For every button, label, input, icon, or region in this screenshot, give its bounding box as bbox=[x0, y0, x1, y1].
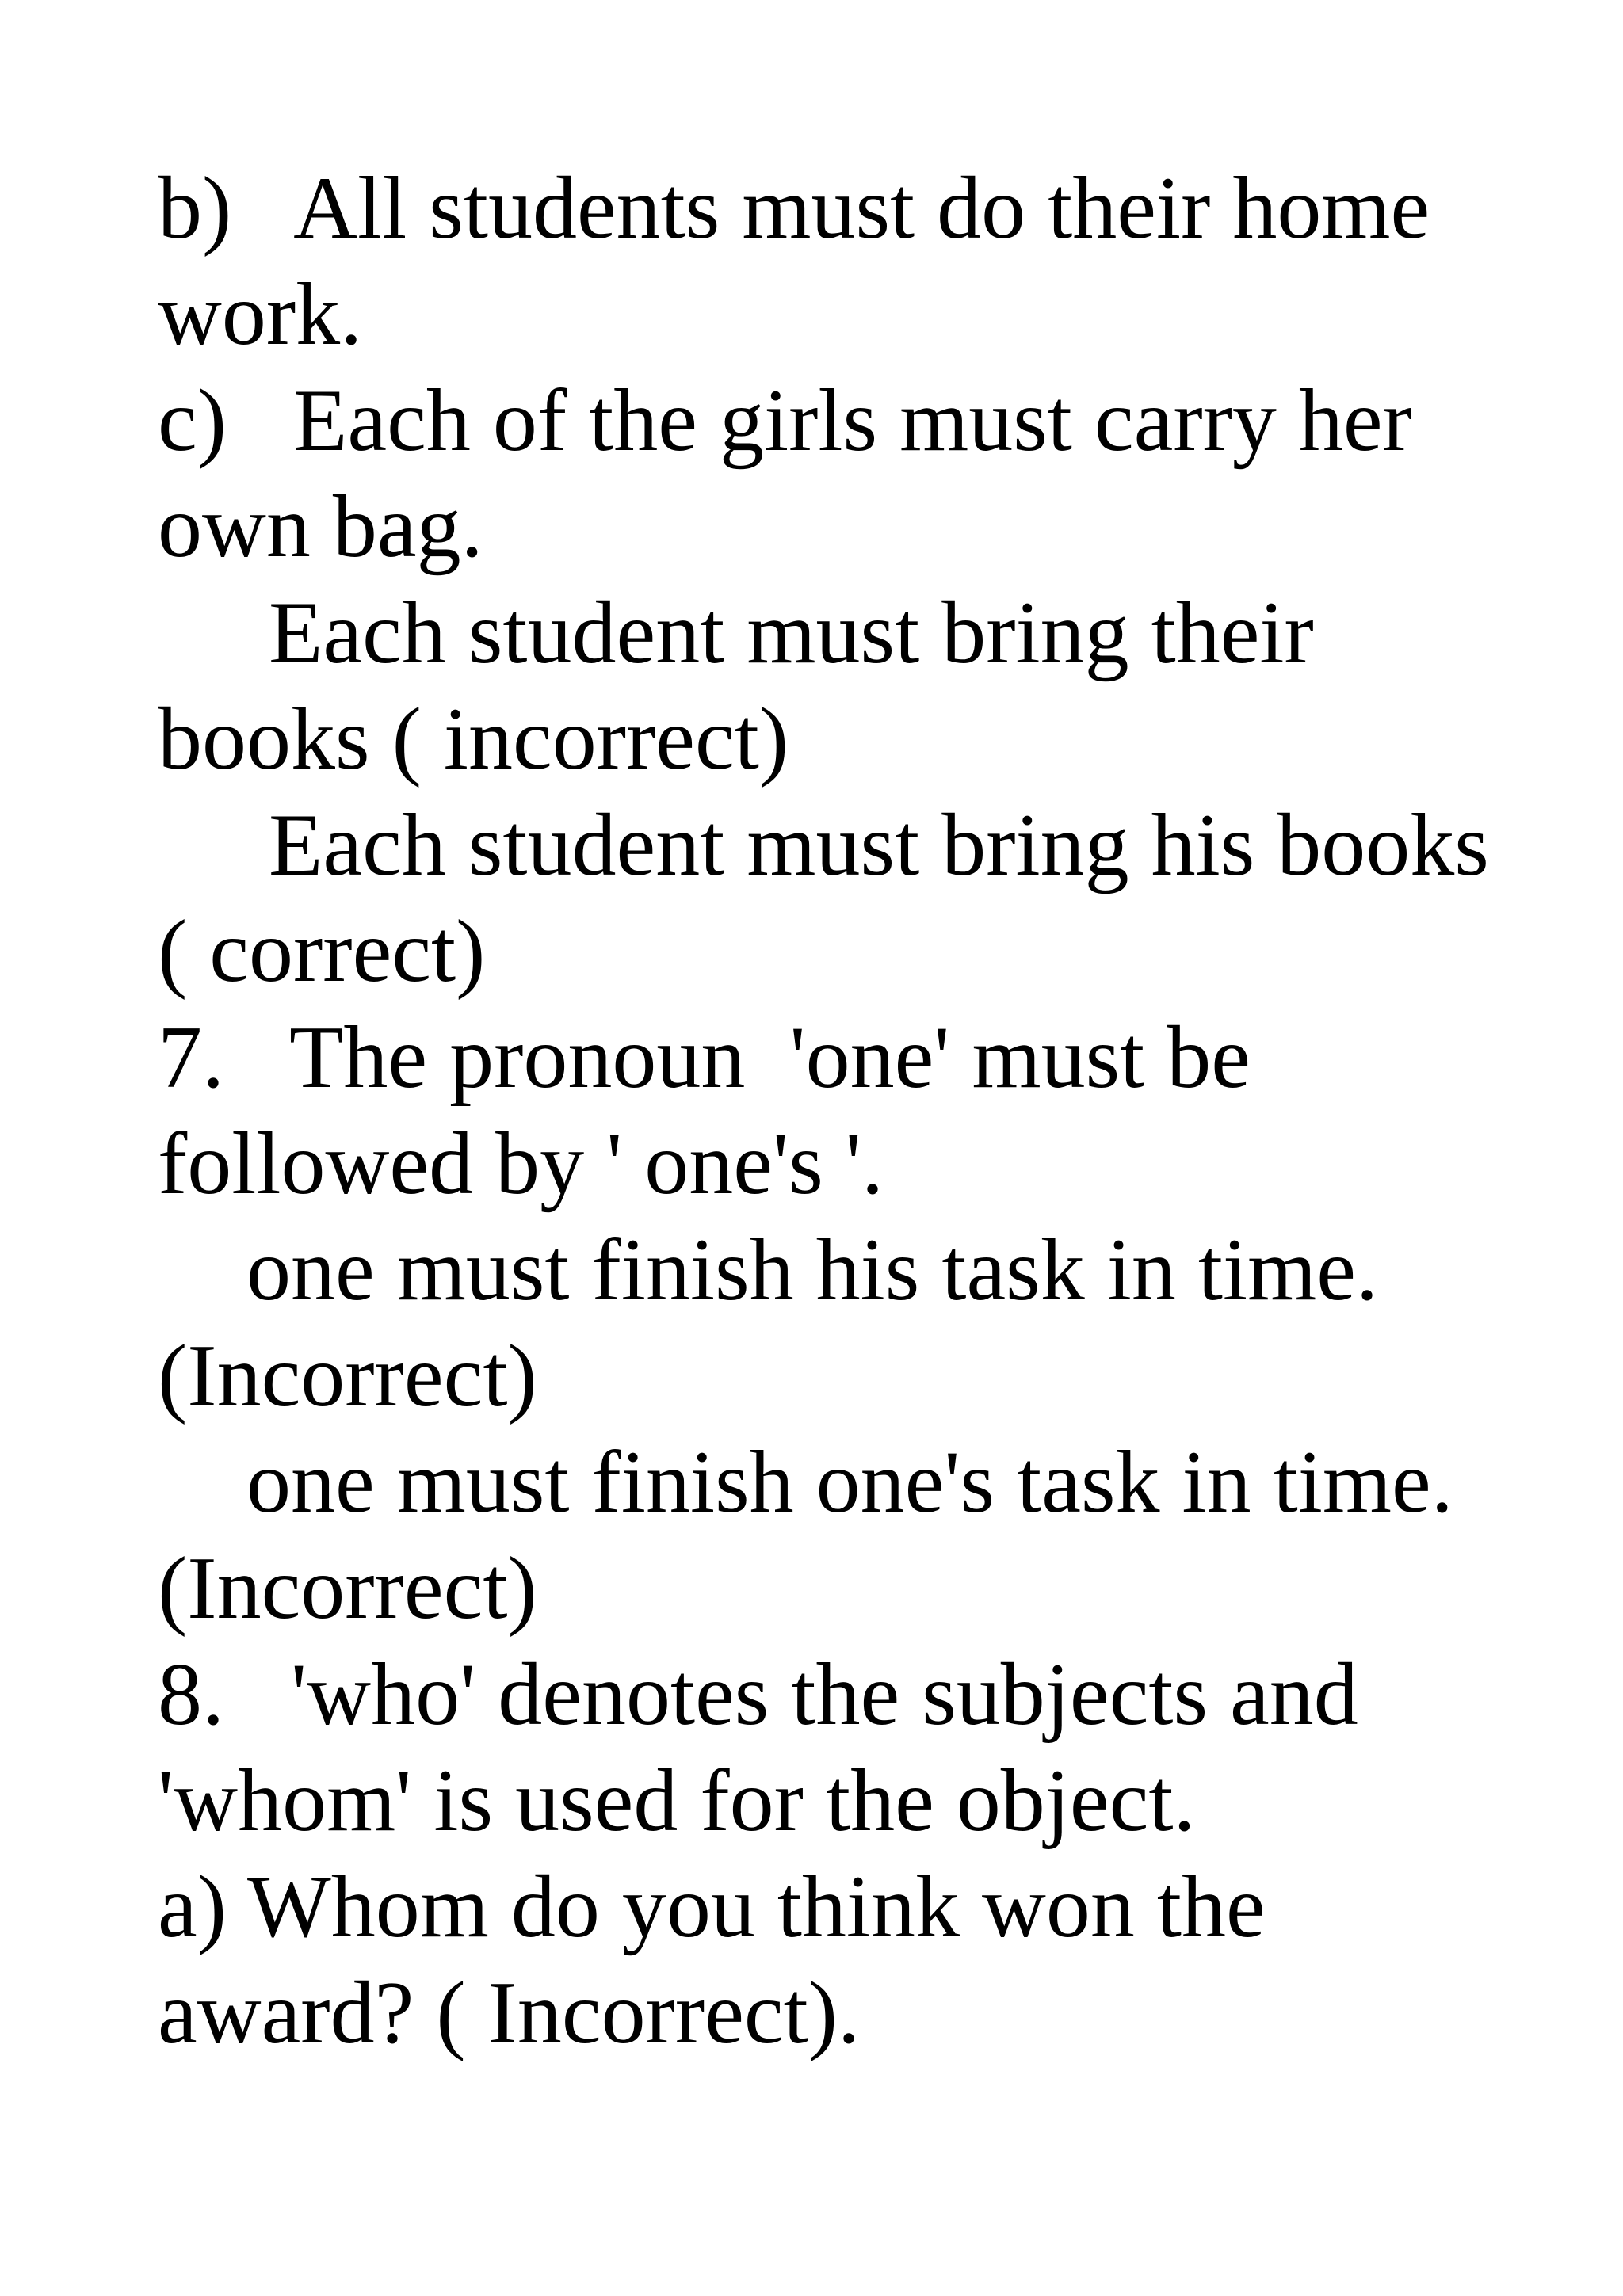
text-line: followed by ' one's '. bbox=[158, 1115, 884, 1213]
text-line: c) Each of the girls must carry her bbox=[158, 372, 1412, 470]
text-line: 7. The pronoun 'one' must be bbox=[158, 1009, 1251, 1107]
text-line: Each student must bring his books bbox=[158, 796, 1489, 894]
text-line: own bag. bbox=[158, 478, 483, 576]
text-line: Each student must bring their bbox=[158, 584, 1314, 682]
text-line: one must finish one's task in time. bbox=[158, 1433, 1453, 1531]
text-line: award? ( Incorrect). bbox=[158, 1964, 861, 2062]
text-line: 8. 'who' denotes the subjects and bbox=[158, 1646, 1358, 1744]
text-line: books ( incorrect) bbox=[158, 690, 789, 788]
text-line: 'whom' is used for the object. bbox=[158, 1752, 1196, 1850]
text-line: ( correct) bbox=[158, 902, 486, 1001]
text-line: b) All students must do their home bbox=[158, 159, 1430, 257]
text-line: work. bbox=[158, 265, 363, 364]
text-line: (Incorrect) bbox=[158, 1327, 537, 1425]
text-line: (Incorrect) bbox=[158, 1539, 537, 1638]
text-line: one must finish his task in time. bbox=[158, 1221, 1378, 1319]
text-line: a) Whom do you think won the bbox=[158, 1858, 1266, 1956]
document-body bbox=[158, 155, 1584, 2066]
